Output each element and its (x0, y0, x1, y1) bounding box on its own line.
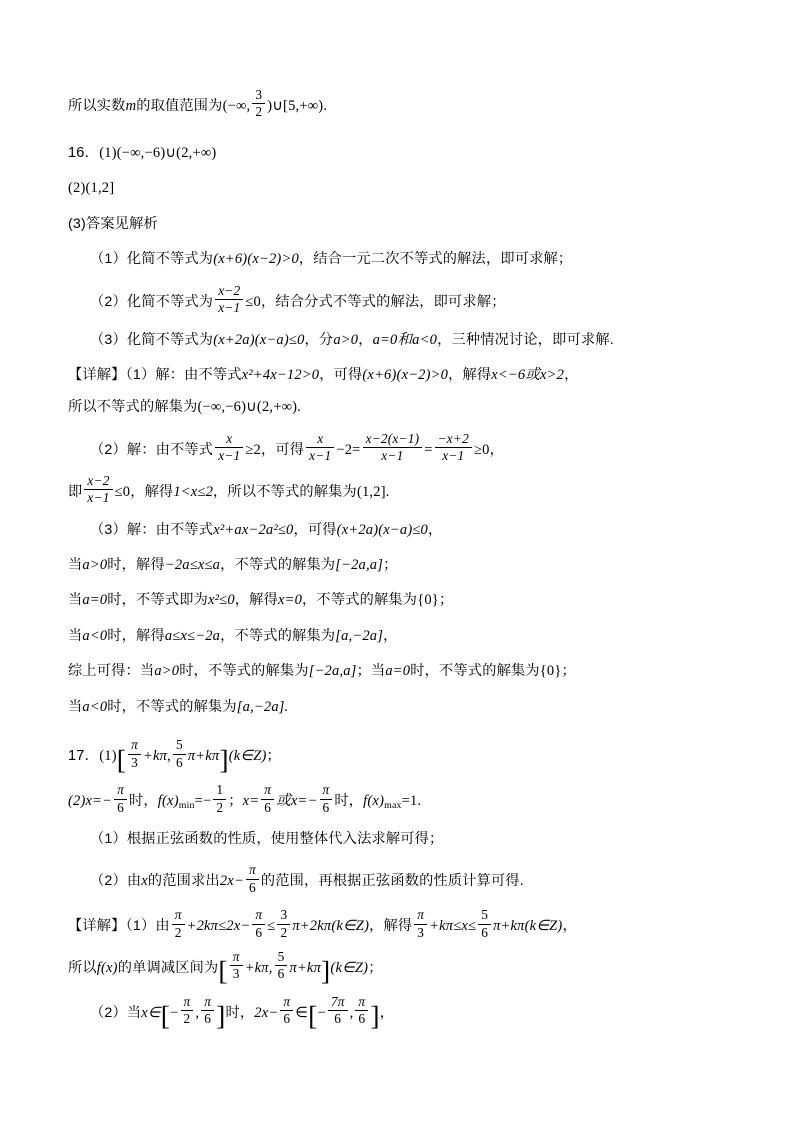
math-inequality: x²+4x−12>0 (241, 366, 320, 383)
text-segment: （1）解：由不等式 (125, 366, 242, 383)
text-segment: (1) (99, 748, 117, 765)
fraction-numerator: x (306, 432, 334, 448)
math-solution-set: {0} (417, 592, 439, 609)
fraction-numerator: x−2(x−1) (363, 432, 423, 448)
math-inequality: x²+ax−2a²≤0 (213, 521, 294, 538)
fraction-numerator: x−2 (84, 474, 112, 490)
text-segment: （1）化简不等式为 (90, 251, 214, 268)
math-solution-set: {0} (539, 663, 562, 680)
bracket-close: ] (321, 955, 331, 987)
detail-16-step2-cont (68, 474, 728, 506)
text-segment: ； (368, 960, 383, 977)
fraction-denominator: 6 (322, 799, 330, 815)
fraction-5-over-6-b (478, 908, 491, 940)
text-segment: ， (489, 441, 504, 458)
detail-heading: 【详解】 (68, 918, 126, 935)
math-sign: − (170, 1004, 179, 1021)
fraction-pi-over-2 (172, 908, 185, 940)
fraction-denominator: x−1 (442, 448, 465, 464)
math-solution: 1<x≤2 (173, 483, 214, 500)
math-expression: +2kπ≤2x− (186, 918, 251, 935)
detail-16-step1-cont (68, 396, 728, 418)
text-segment: 时， (225, 1004, 255, 1021)
fraction-numerator: π (320, 783, 333, 799)
fraction-numerator: 5 (173, 738, 186, 754)
math-solution: x=0 (277, 592, 303, 609)
fraction-pi-over-6-g (280, 995, 293, 1027)
text-segment: 所以实数 (68, 98, 126, 115)
text-segment: 即 (68, 483, 83, 500)
question-17-answer2 (68, 783, 728, 815)
math-inequality: x²≤0 (208, 592, 235, 609)
math-solution-set: (1,2]. (356, 483, 390, 500)
math-comma: , (195, 1004, 200, 1021)
fraction-numerator: π (230, 950, 243, 966)
fraction-pi-over-6-c (320, 783, 333, 815)
text-segment: ， (562, 918, 577, 935)
answer-text: (2)(1,2] (68, 180, 115, 197)
fraction-denominator: x−1 (381, 448, 404, 464)
text-segment: ， (383, 627, 398, 644)
math-solution-set: (−∞,−6)∪(2,+∞). (197, 399, 302, 416)
text-segment: ， (379, 1004, 395, 1021)
fraction-numerator: π (355, 995, 368, 1011)
text-segment: (2)x=− (68, 793, 113, 810)
math-condition: a<0 (82, 698, 108, 715)
text-segment: ； (438, 592, 454, 609)
text-segment: 综上可得：当 (68, 663, 155, 680)
fraction-x-over-x-minus-1-2 (306, 432, 334, 464)
fraction-pi-over-3 (128, 738, 141, 770)
subscript-max: max (384, 800, 402, 812)
text-segment: 时， (129, 793, 158, 810)
fraction-numerator: π (261, 783, 274, 799)
text-segment: ，不等式的解集为 (220, 627, 336, 644)
fraction-numerator: 3 (252, 88, 265, 104)
text-segment: x= (242, 793, 260, 810)
math-condition: a>0 (82, 557, 108, 573)
math-term: π+kπ (187, 748, 220, 765)
text-segment: （2）化简不等式为 (90, 293, 214, 310)
function-f-of-x: f(x) (96, 960, 118, 977)
math-expression: +kπ≤x≤ (429, 918, 477, 935)
math-operator: −2= (336, 441, 361, 458)
function-f-of-x: f(x) (363, 793, 385, 810)
subscript-min: min (178, 800, 195, 812)
fraction-denominator: 2 (216, 799, 224, 815)
math-solution: a≤x≤−2a (164, 627, 221, 644)
math-relation: ≤ (267, 918, 276, 935)
fraction-denominator: x−1 (87, 490, 110, 506)
detail-16-case3 (68, 625, 728, 647)
math-term: π+kπ (493, 918, 525, 935)
fraction-numerator: 5 (478, 908, 491, 924)
detail-heading: 【详解】 (68, 366, 126, 383)
fraction-numerator: π (201, 995, 214, 1011)
text-segment: ，解得 (369, 918, 413, 935)
math-expression: 2x− (219, 873, 244, 890)
fraction-x-over-x-minus-1 (215, 432, 243, 464)
math-sign: − (317, 1004, 326, 1021)
bracket-open: [ (160, 1000, 171, 1032)
math-solution-set: [a,−2a] (335, 627, 384, 644)
math-expression: 2x− (254, 1004, 279, 1021)
text-segment: ，可得 (261, 441, 305, 458)
fraction-denominator: 6 (358, 1011, 366, 1027)
text-segment: 时，解得 (107, 627, 165, 644)
bracket-close: ] (219, 743, 229, 775)
fraction-denominator: 3 (417, 924, 425, 940)
fraction-denominator: 2 (255, 104, 263, 120)
fraction-denominator: x−1 (309, 448, 332, 464)
math-relation: ≤0 (245, 293, 261, 310)
fraction-numerator: π (414, 908, 427, 924)
fraction-pi-over-6-h (355, 995, 368, 1027)
fraction-x-minus-2-over-x-minus-1 (215, 284, 243, 316)
text-segment: （3）解：由不等式 (90, 521, 214, 538)
fraction-numerator: 1 (213, 783, 226, 799)
fraction-numerator: x (215, 432, 243, 448)
math-relation: ≤0 (114, 483, 131, 500)
math-relation: ≥2 (245, 441, 261, 458)
text-segment: 所以不等式的解集为 (68, 399, 198, 416)
detail-17-step1 (68, 908, 728, 940)
text-segment: ，所以不等式的解集为 (213, 483, 357, 500)
math-relation: ≥0 (473, 441, 490, 458)
fraction-pi-over-3-b (414, 908, 427, 940)
question-16-answer1 (68, 142, 728, 164)
math-operator: =1. (401, 793, 422, 810)
math-variable-m: m (125, 98, 137, 115)
text-segment: 时，不等式的解集为 (107, 698, 237, 715)
math-term: +kπ, (143, 748, 171, 765)
fraction-pi-over-2-b (181, 995, 194, 1027)
text-segment: ，解得 (130, 483, 174, 500)
analysis-16-step1 (68, 248, 728, 270)
question-number-17: 17． (68, 748, 100, 765)
text-segment: （3）化简不等式为 (90, 331, 214, 348)
text-segment: ， (564, 366, 579, 383)
math-condition: a>0 (333, 331, 359, 348)
fraction-denominator: 3 (131, 754, 138, 770)
math-interval-close: )∪[5,+∞). (267, 98, 328, 115)
math-comma: , (349, 1004, 354, 1021)
math-variable-x: x (141, 873, 148, 890)
fraction-numerator: π (246, 863, 259, 879)
text-segment: 的范围，再根据正弦函数的性质计算可得. (260, 873, 524, 890)
math-relation: ∈ (295, 1004, 309, 1021)
question-16-answer2 (68, 177, 728, 199)
text-segment: 当 (68, 698, 83, 715)
fraction-denominator: 6 (117, 799, 124, 815)
fraction-pi-over-6-a (114, 783, 127, 815)
analysis-16-step3 (68, 329, 728, 351)
question-16-answer3 (68, 213, 728, 235)
fraction-x-minus-2-over-x-minus-1-b (84, 474, 112, 506)
bracket-open: [ (308, 1000, 318, 1032)
fraction-numerator: π (181, 995, 194, 1011)
fraction-denominator: 2 (280, 924, 288, 940)
math-solution-set: [−2a,a] (335, 557, 384, 573)
fraction-denominator: 2 (174, 924, 182, 940)
text-segment: ，结合一元二次不等式的解法，即可求解； (298, 251, 573, 268)
text-segment: 或x=− (276, 793, 318, 810)
fraction-5-over-6-c (275, 950, 288, 982)
text-segment: ，不等式的解集为 (220, 557, 336, 573)
fraction-pi-over-6-b (261, 783, 274, 815)
fraction-numerator: π (280, 995, 293, 1011)
fraction-5-over-6 (173, 738, 186, 770)
math-condition: a>0 (154, 663, 180, 680)
fraction-denominator: 6 (204, 1011, 212, 1027)
fraction-numerator: π (172, 908, 185, 924)
fraction-numerator: 3 (277, 908, 290, 924)
fraction-pi-over-6-d (246, 863, 259, 895)
fraction-denominator: 6 (283, 1011, 291, 1027)
math-condition-k: (k∈Z) (330, 960, 369, 977)
fraction-numerator: π (252, 908, 265, 924)
math-term: +kπ, (244, 960, 273, 977)
text-segment: ； (561, 663, 576, 680)
fraction-3-over-2 (277, 908, 290, 940)
text-segment: 时，解得 (107, 557, 165, 573)
math-interval-open: (−∞, (222, 98, 251, 115)
text-segment: ，三种情况讨论，即可求解. (437, 331, 614, 348)
text-segment: ，结合分式不等式的解法，即可求解； (261, 293, 506, 310)
text-segment: （1）由 (125, 918, 170, 935)
math-operator: = (424, 441, 433, 458)
math-condition: a=0 (385, 663, 411, 680)
math-term: π+kπ (289, 960, 322, 977)
fraction-numerator: −x+2 (435, 432, 472, 448)
text-segment: （1）根据正弦函数的性质，使用整体代入法求解可得； (90, 830, 444, 847)
text-segment: ，可得 (319, 366, 363, 383)
question-17-answer1 (68, 737, 728, 775)
detail-16-step1 (68, 364, 728, 386)
detail-16-case2 (68, 589, 728, 611)
fraction-denominator: x−1 (218, 448, 241, 464)
detail-16-step2 (68, 432, 728, 464)
text-segment: 当 (68, 557, 83, 573)
text-segment: ，解得 (448, 366, 492, 383)
math-condition-k: (k∈Z) (331, 918, 370, 935)
fraction-denominator: 2 (183, 1011, 191, 1027)
analysis-16-step2 (68, 284, 728, 316)
fraction-1-over-2 (213, 783, 226, 815)
math-condition: a=0 (82, 592, 108, 609)
text-segment: 当 (68, 627, 83, 644)
text-segment: （2）当 (90, 1004, 142, 1021)
fraction-3-2 (252, 88, 265, 120)
text-segment: ； (266, 748, 281, 765)
math-operator: =− (194, 793, 212, 810)
fraction-numerator: π (128, 738, 141, 754)
question-number-16: 16． (68, 144, 100, 161)
math-factored: (x+6)(x−2)>0 (362, 366, 449, 383)
answer-text: (3)答案见解析 (68, 215, 158, 232)
text-segment: （2）解：由不等式 (90, 441, 214, 458)
math-condition-k: (k∈Z) (228, 748, 267, 765)
bracket-close: ] (370, 1000, 380, 1032)
math-factored: (x+2a)(x−a)≤0 (336, 521, 428, 538)
text-segment: ，分 (304, 331, 334, 348)
text-segment: 所以 (68, 960, 97, 977)
fraction-denominator: x−1 (218, 300, 241, 316)
fraction-numerator: π (114, 783, 127, 799)
text-segment: ； (228, 793, 243, 810)
paragraph-m-range (68, 88, 728, 120)
fraction-numerator: 5 (275, 950, 288, 966)
text-segment: 的范围求出 (147, 873, 220, 890)
fraction-denominator: 6 (264, 799, 272, 815)
text-segment: ， (428, 521, 443, 538)
bracket-close: ] (216, 1000, 226, 1032)
text-segment: ，不等式的解集为 (302, 592, 418, 609)
detail-16-step3 (68, 519, 728, 541)
detail-16-case1 (68, 554, 728, 576)
function-f-of-x: f(x) (157, 793, 179, 810)
fraction-denominator: 6 (255, 924, 263, 940)
text-segment: 的单调减区间为 (117, 960, 219, 977)
detail-17-step2 (68, 993, 728, 1032)
text-segment: ，可得 (293, 521, 337, 538)
text-segment: 的取值范围为 (136, 98, 223, 115)
analysis-17-step1 (68, 828, 728, 850)
detail-16-summary-cont (68, 696, 728, 718)
text-segment: 时， (334, 793, 364, 810)
fraction-denominator: 6 (481, 924, 489, 940)
analysis-17-step2 (68, 863, 728, 895)
fraction-simplified (435, 432, 472, 464)
math-variable-x-in: x∈ (141, 1004, 161, 1021)
math-expression: (x+6)(x−2)>0 (213, 251, 299, 268)
text-segment: ，解得 (234, 592, 278, 609)
text-segment: ； (383, 557, 398, 573)
text-segment: 时，不等式的解集为 (410, 663, 540, 680)
fraction-numerator: x−2 (215, 284, 243, 300)
detail-16-summary (68, 660, 728, 682)
text-segment: 时，不等式即为 (107, 592, 208, 609)
text-segment: ；当 (356, 663, 386, 680)
math-expression: (x+2a)(x−a)≤0 (213, 331, 305, 348)
math-solution: x<−6或x>2 (491, 366, 565, 383)
fraction-7pi-over-6 (328, 995, 348, 1027)
math-condition: a<0 (82, 627, 108, 644)
text-segment: （2）由 (90, 873, 142, 890)
fraction-pi-over-6-f (201, 995, 214, 1027)
math-solution-set: [−2a,a] (308, 663, 357, 680)
text-segment: 时，不等式的解集为 (179, 663, 309, 680)
answer-text: (1)(−∞,−6)∪(2,+∞) (99, 144, 217, 161)
fraction-pi-over-6-e (252, 908, 265, 940)
math-condition: a=0和a<0 (372, 331, 438, 348)
math-solution: −2a≤x≤a (164, 557, 221, 573)
fraction-denominator: 6 (175, 754, 183, 770)
math-condition-k: (k∈Z) (524, 918, 563, 935)
text-segment: ， (358, 331, 373, 348)
math-term: π+2kπ (292, 918, 332, 935)
text-segment: 当 (68, 592, 83, 609)
math-solution-set: [a,−2a]. (236, 698, 289, 715)
bracket-open: [ (218, 955, 228, 987)
fraction-numerator: 7π (328, 995, 348, 1011)
fraction-pi-over-3-c (230, 950, 243, 982)
fraction-denominator: 6 (334, 1011, 342, 1027)
fraction-combined (363, 432, 423, 464)
bracket-open: [ (116, 743, 127, 775)
detail-17-step1-cont (68, 949, 728, 987)
fraction-denominator: 6 (248, 879, 256, 895)
fraction-denominator: 3 (232, 966, 240, 982)
fraction-denominator: 6 (277, 966, 285, 982)
document-content (68, 88, 728, 1040)
